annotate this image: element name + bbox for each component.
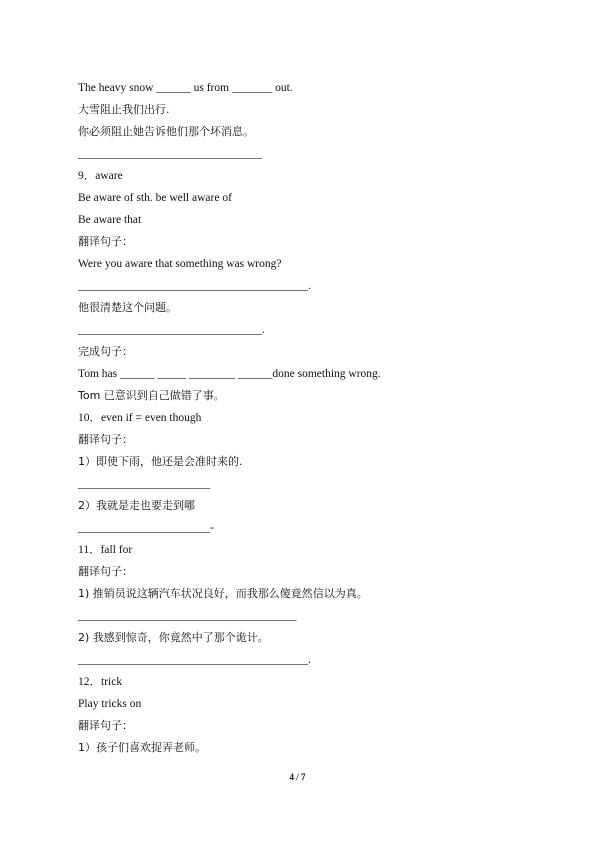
section-heading-even-if: 10．even if = even though (78, 412, 202, 424)
page-number: 4 / 7 (289, 772, 306, 782)
instruction-translate: 翻译句子： (78, 565, 133, 578)
instruction-translate: 翻译句子： (78, 235, 133, 248)
phrase-line: Be aware that (78, 214, 142, 226)
phrase-line: Be aware of sth. be well aware of (78, 192, 232, 204)
instruction-translate: 翻译句子： (78, 719, 133, 732)
answer-blank: ________________________________. (78, 324, 265, 336)
translation-prompt: 你必须阻止她告诉他们那个坏消息。 (78, 125, 254, 138)
translation-text: Tom 已意识到自己做错了事。 (78, 389, 225, 402)
translation-prompt: 1) 推销员说这辆汽车状况良好，而我那么傻竟然信以为真。 (78, 587, 368, 600)
phrase-line: Play tricks on (78, 698, 142, 710)
answer-blank: _______________________- (78, 522, 215, 534)
section-heading-trick: 12．trick (78, 676, 123, 688)
translation-prompt: 2) 我感到惊奇，你竟然中了那个诡计。 (78, 631, 269, 644)
exercise-sentence: Tom has ______ _____ ________ ______done something wrong. (78, 368, 381, 380)
instruction-translate: 翻译句子： (78, 433, 133, 446)
section-heading-fall-for: 11．fall for (78, 544, 133, 556)
answer-blank: ________________________________ (78, 148, 262, 160)
answer-blank: ______________________________________ (78, 610, 297, 622)
answer-blank: _______________________ (78, 478, 211, 490)
translation-prompt: 2）我就是走也要走到哪 (78, 499, 195, 512)
translation-prompt: 1）即使下雨，他还是会准时来的. (78, 455, 243, 468)
translation-text: 大雪阻止我们出行. (78, 103, 170, 116)
translation-prompt: 1）孩子们喜欢捉弄老师。 (78, 741, 206, 754)
translation-prompt: 他很清楚这个问题。 (78, 301, 177, 314)
exercise-sentence: Were you aware that something was wrong? (78, 258, 282, 270)
exercise-sentence: The heavy snow ______ us from _______ out. (78, 82, 293, 94)
answer-blank: ________________________________________. (78, 654, 311, 666)
section-heading-aware: 9．aware (78, 170, 123, 182)
answer-blank: ________________________________________. (78, 280, 311, 292)
instruction-complete: 完成句子： (78, 345, 133, 358)
